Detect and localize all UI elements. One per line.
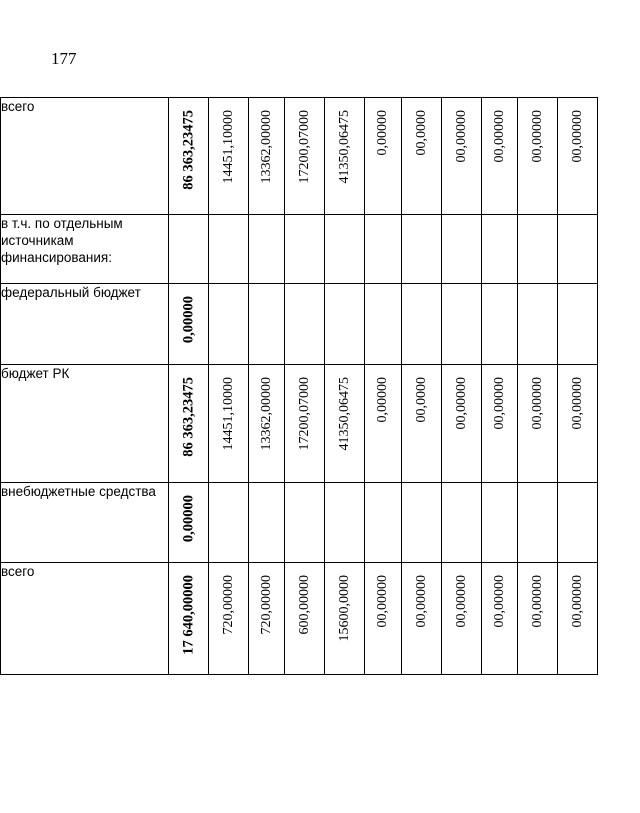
value-cell	[249, 365, 285, 483]
value-cell	[365, 284, 402, 365]
row-label: федеральный бюджет	[1, 284, 169, 365]
table-body	[1, 98, 598, 675]
value-cell	[518, 98, 558, 215]
cell-value: 00,00000	[453, 110, 469, 163]
value-cell	[402, 365, 442, 483]
total-cell	[169, 483, 209, 563]
row-label: в т.ч. по отдельным источникам финансирования:	[1, 215, 169, 284]
cell-value: 00,00000	[569, 377, 585, 430]
cell-value: 00,00000	[453, 377, 469, 430]
cell-value: 14451,10000	[220, 110, 236, 184]
value-cell	[325, 284, 365, 365]
row-label: внебюджетные средства	[1, 483, 169, 563]
value-cell	[482, 98, 518, 215]
cell-value: 00,00000	[375, 575, 390, 628]
value-cell	[518, 215, 558, 284]
total-value: 0,00000	[180, 296, 196, 344]
cell-value: 600,00000	[296, 575, 312, 635]
cell-value: 00,00000	[569, 110, 585, 163]
value-cell	[285, 483, 325, 563]
cell-value: 13362,00000	[258, 377, 274, 451]
value-cell	[209, 215, 249, 284]
value-cell	[365, 365, 402, 483]
value-cell	[365, 215, 402, 284]
table-row	[1, 483, 598, 563]
cell-value: 00,0000	[413, 377, 429, 423]
total-cell	[169, 215, 209, 284]
value-cell	[249, 284, 285, 365]
total-cell	[169, 365, 209, 483]
value-cell	[285, 365, 325, 483]
value-cell	[402, 563, 442, 675]
table-row	[1, 98, 598, 215]
value-cell	[325, 215, 365, 284]
value-cell	[442, 98, 482, 215]
value-cell	[558, 98, 598, 215]
value-cell	[209, 563, 249, 675]
table-row	[1, 563, 598, 675]
row-label: бюджет РК	[1, 365, 169, 483]
cell-value: 14451,10000	[220, 377, 236, 451]
table-row	[1, 284, 598, 365]
value-cell	[402, 483, 442, 563]
value-cell	[209, 98, 249, 215]
value-cell	[325, 98, 365, 215]
value-cell	[325, 365, 365, 483]
budget-table	[0, 97, 598, 675]
table-row	[1, 215, 598, 284]
total-value: 86 363,23475	[180, 377, 196, 457]
value-cell	[482, 483, 518, 563]
value-cell	[402, 284, 442, 365]
cell-value: 13362,00000	[258, 110, 274, 184]
total-cell	[169, 563, 209, 675]
cell-value: 00,00000	[569, 575, 585, 628]
value-cell	[482, 284, 518, 365]
value-cell	[442, 284, 482, 365]
value-cell	[365, 563, 402, 675]
cell-value: 00,00000	[413, 575, 429, 628]
value-cell	[365, 98, 402, 215]
cell-value: 00,00000	[453, 575, 469, 628]
cell-value: 00,00000	[491, 110, 507, 163]
value-cell	[285, 563, 325, 675]
value-cell	[285, 284, 325, 365]
value-cell	[558, 215, 598, 284]
value-cell	[518, 483, 558, 563]
total-value: 0,00000	[180, 495, 196, 543]
value-cell	[482, 563, 518, 675]
value-cell	[518, 365, 558, 483]
value-cell	[209, 483, 249, 563]
cell-value: 00,00000	[529, 110, 545, 163]
cell-value: 00,0000	[413, 110, 429, 156]
value-cell	[442, 215, 482, 284]
value-cell	[402, 98, 442, 215]
value-cell	[209, 284, 249, 365]
value-cell	[442, 563, 482, 675]
value-cell	[365, 483, 402, 563]
value-cell	[558, 483, 598, 563]
value-cell	[558, 365, 598, 483]
value-cell	[325, 483, 365, 563]
value-cell	[402, 215, 442, 284]
value-cell	[209, 365, 249, 483]
value-cell	[558, 284, 598, 365]
cell-value: 00,00000	[529, 377, 545, 430]
row-label: всего	[1, 98, 169, 215]
value-cell	[249, 563, 285, 675]
value-cell	[249, 483, 285, 563]
table-row	[1, 365, 598, 483]
value-cell	[558, 563, 598, 675]
cell-value: 00,00000	[491, 377, 507, 430]
cell-value: 720,00000	[220, 575, 236, 635]
cell-value: 0,00000	[375, 377, 390, 423]
row-label: всего	[1, 563, 169, 675]
cell-value: 41350,06475	[336, 110, 352, 184]
value-cell	[442, 365, 482, 483]
cell-value: 17200,07000	[296, 377, 312, 451]
page-number: 177	[51, 49, 77, 68]
value-cell	[249, 98, 285, 215]
cell-value: 0,00000	[375, 110, 390, 156]
cell-value: 00,00000	[529, 575, 545, 628]
total-value: 86 363,23475	[180, 110, 196, 190]
total-value: 17 640,00000	[180, 575, 196, 655]
value-cell	[285, 215, 325, 284]
value-cell	[518, 563, 558, 675]
cell-value: 17200,07000	[296, 110, 312, 184]
value-cell	[442, 483, 482, 563]
value-cell	[285, 98, 325, 215]
cell-value: 41350,06475	[336, 377, 352, 451]
cell-value: 00,00000	[491, 575, 507, 628]
total-cell	[169, 98, 209, 215]
value-cell	[518, 284, 558, 365]
value-cell	[249, 215, 285, 284]
total-cell	[169, 284, 209, 365]
value-cell	[325, 563, 365, 675]
value-cell	[482, 215, 518, 284]
cell-value: 720,00000	[258, 575, 274, 635]
cell-value: 15600,0000	[336, 575, 352, 642]
value-cell	[482, 365, 518, 483]
